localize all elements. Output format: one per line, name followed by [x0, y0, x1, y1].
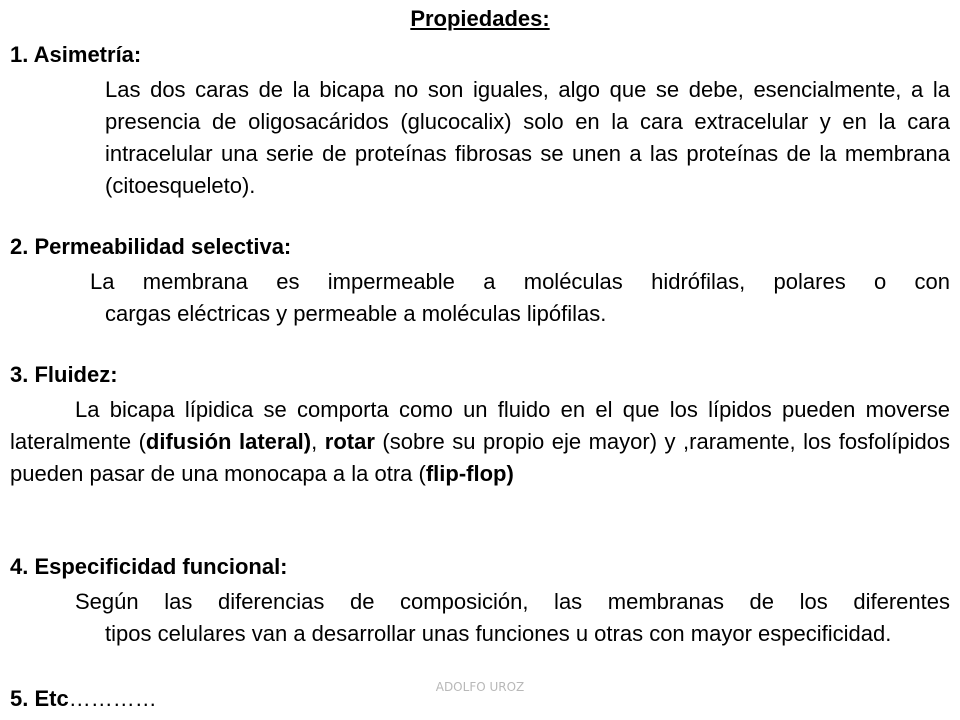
paragraph-permeabilidad-line1: La membrana es impermeable a moléculas hidrófilas, polares o con [90, 269, 950, 294]
paragraph-asimetria: Las dos caras de la bicapa no son iguales, algo que se debe, esencialmente, a la presencia de oligosacáridos (glucocalix) solo en la cara extracelular y en la cara intracelular una serie de proteínas fibrosas se unen a las proteínas de la membrana (citoesqueleto). [105, 77, 950, 198]
page-title: Propiedades: [410, 6, 550, 31]
fluidez-text-2: , [311, 429, 325, 454]
etc-dots: ………… [68, 686, 157, 711]
paragraph-especificidad-line1: Según las diferencias de composición, las membranas de los diferentes [75, 589, 950, 614]
fluidez-bold-flipflop: flip-flop) [425, 461, 514, 486]
heading-permeabilidad: 2. Permeabilidad selectiva: [10, 234, 292, 259]
heading-especificidad: 4. Especificidad funcional: [10, 554, 288, 579]
fluidez-text-3: (sobre su propio eje mayor) y ,raramente, los fosfolípidos pueden pasar de una monocapa a la otra ( [10, 429, 950, 486]
heading-asimetria: 1. Asimetría: [10, 42, 142, 67]
heading-fluidez: 3. Fluidez: [10, 362, 118, 387]
paragraph-permeabilidad-line2: cargas eléctricas y permeable a moléculas lipófilas. [105, 301, 607, 326]
fluidez-bold-difusion: difusión lateral) [145, 429, 312, 454]
paragraph-fluidez [10, 394, 950, 490]
etc-label: 5. Etc [10, 686, 69, 711]
fluidez-text-1: La bicapa lípidica se comporta como un fluido en el que los lípidos pueden moverse lateralmente ( [10, 397, 950, 454]
paragraph-especificidad-rest: tipos celulares van a desarrollar unas funciones u otras con mayor especificidad. [105, 621, 892, 646]
footer-author: ADOLFO UROZ [435, 680, 525, 694]
fluidez-bold-rotar: rotar [324, 429, 375, 454]
